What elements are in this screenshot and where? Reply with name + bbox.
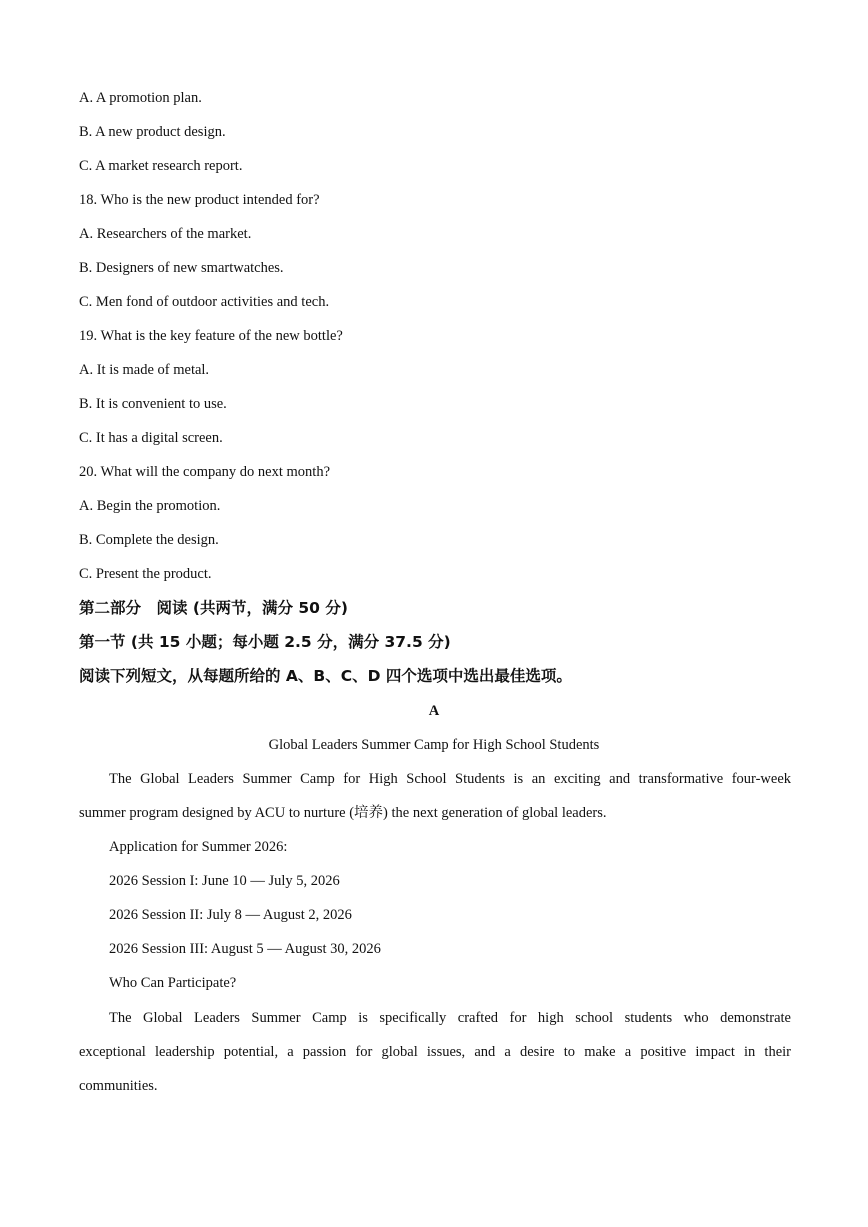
subsection-heading: 第一节 (共 15 小题；每小题 2.5 分，满分 37.5 分) — [79, 633, 451, 651]
passage-letter: A — [428, 703, 440, 719]
q18-option-c: C. Men fond of outdoor activities and tech. — [79, 294, 330, 310]
session-1: 2026 Session I: June 10 — July 5, 2026 — [109, 873, 340, 889]
q19-option-a: A. It is made of metal. — [79, 362, 210, 378]
q18-option-b: B. Designers of new smartwatches. — [79, 260, 284, 276]
paragraph-2-line-2: exceptional leadership potential, a passion for global issues, and a desire to make a positive impact in their — [79, 1044, 791, 1060]
session-3: 2026 Session III: August 5 — August 30, 2026 — [109, 941, 381, 957]
q20-question: 20. What will the company do next month? — [79, 464, 331, 480]
q17-option-c: C. A market research report. — [79, 158, 243, 174]
q17-option-b: B. A new product design. — [79, 124, 226, 140]
q18-option-a: A. Researchers of the market. — [79, 226, 252, 242]
q20-option-b: B. Complete the design. — [79, 532, 219, 548]
q20-option-a: A. Begin the promotion. — [79, 498, 221, 514]
q19-question: 19. What is the key feature of the new bottle? — [79, 328, 343, 344]
q18-question: 18. Who is the new product intended for? — [79, 192, 320, 208]
part-heading: 第二部分 阅读 (共两节，满分 50 分) — [79, 599, 348, 617]
q19-option-c: C. It has a digital screen. — [79, 430, 223, 446]
paragraph-2-line-3: communities. — [79, 1078, 158, 1094]
passage-title: Global Leaders Summer Camp for High School Students — [268, 737, 600, 753]
q20-option-c: C. Present the product. — [79, 566, 212, 582]
who-heading: Who Can Participate? — [109, 975, 237, 991]
paragraph-2-line-1: The Global Leaders Summer Camp is specifically crafted for high school students who demonstrate — [109, 1010, 791, 1026]
section-instruction: 阅读下列短文，从每题所给的 A、B、C、D 四个选项中选出最佳选项。 — [79, 667, 572, 685]
q17-option-a: A. A promotion plan. — [79, 90, 202, 106]
application-heading: Application for Summer 2026: — [109, 839, 288, 855]
paragraph-1-line-1: The Global Leaders Summer Camp for High School Students is an exciting and transformative four-week — [109, 771, 791, 787]
q19-option-b: B. It is convenient to use. — [79, 396, 227, 412]
paragraph-1-line-2: summer program designed by ACU to nurture (培养) the next generation of global leaders. — [79, 805, 607, 821]
session-2: 2026 Session II: July 8 — August 2, 2026 — [109, 907, 352, 923]
